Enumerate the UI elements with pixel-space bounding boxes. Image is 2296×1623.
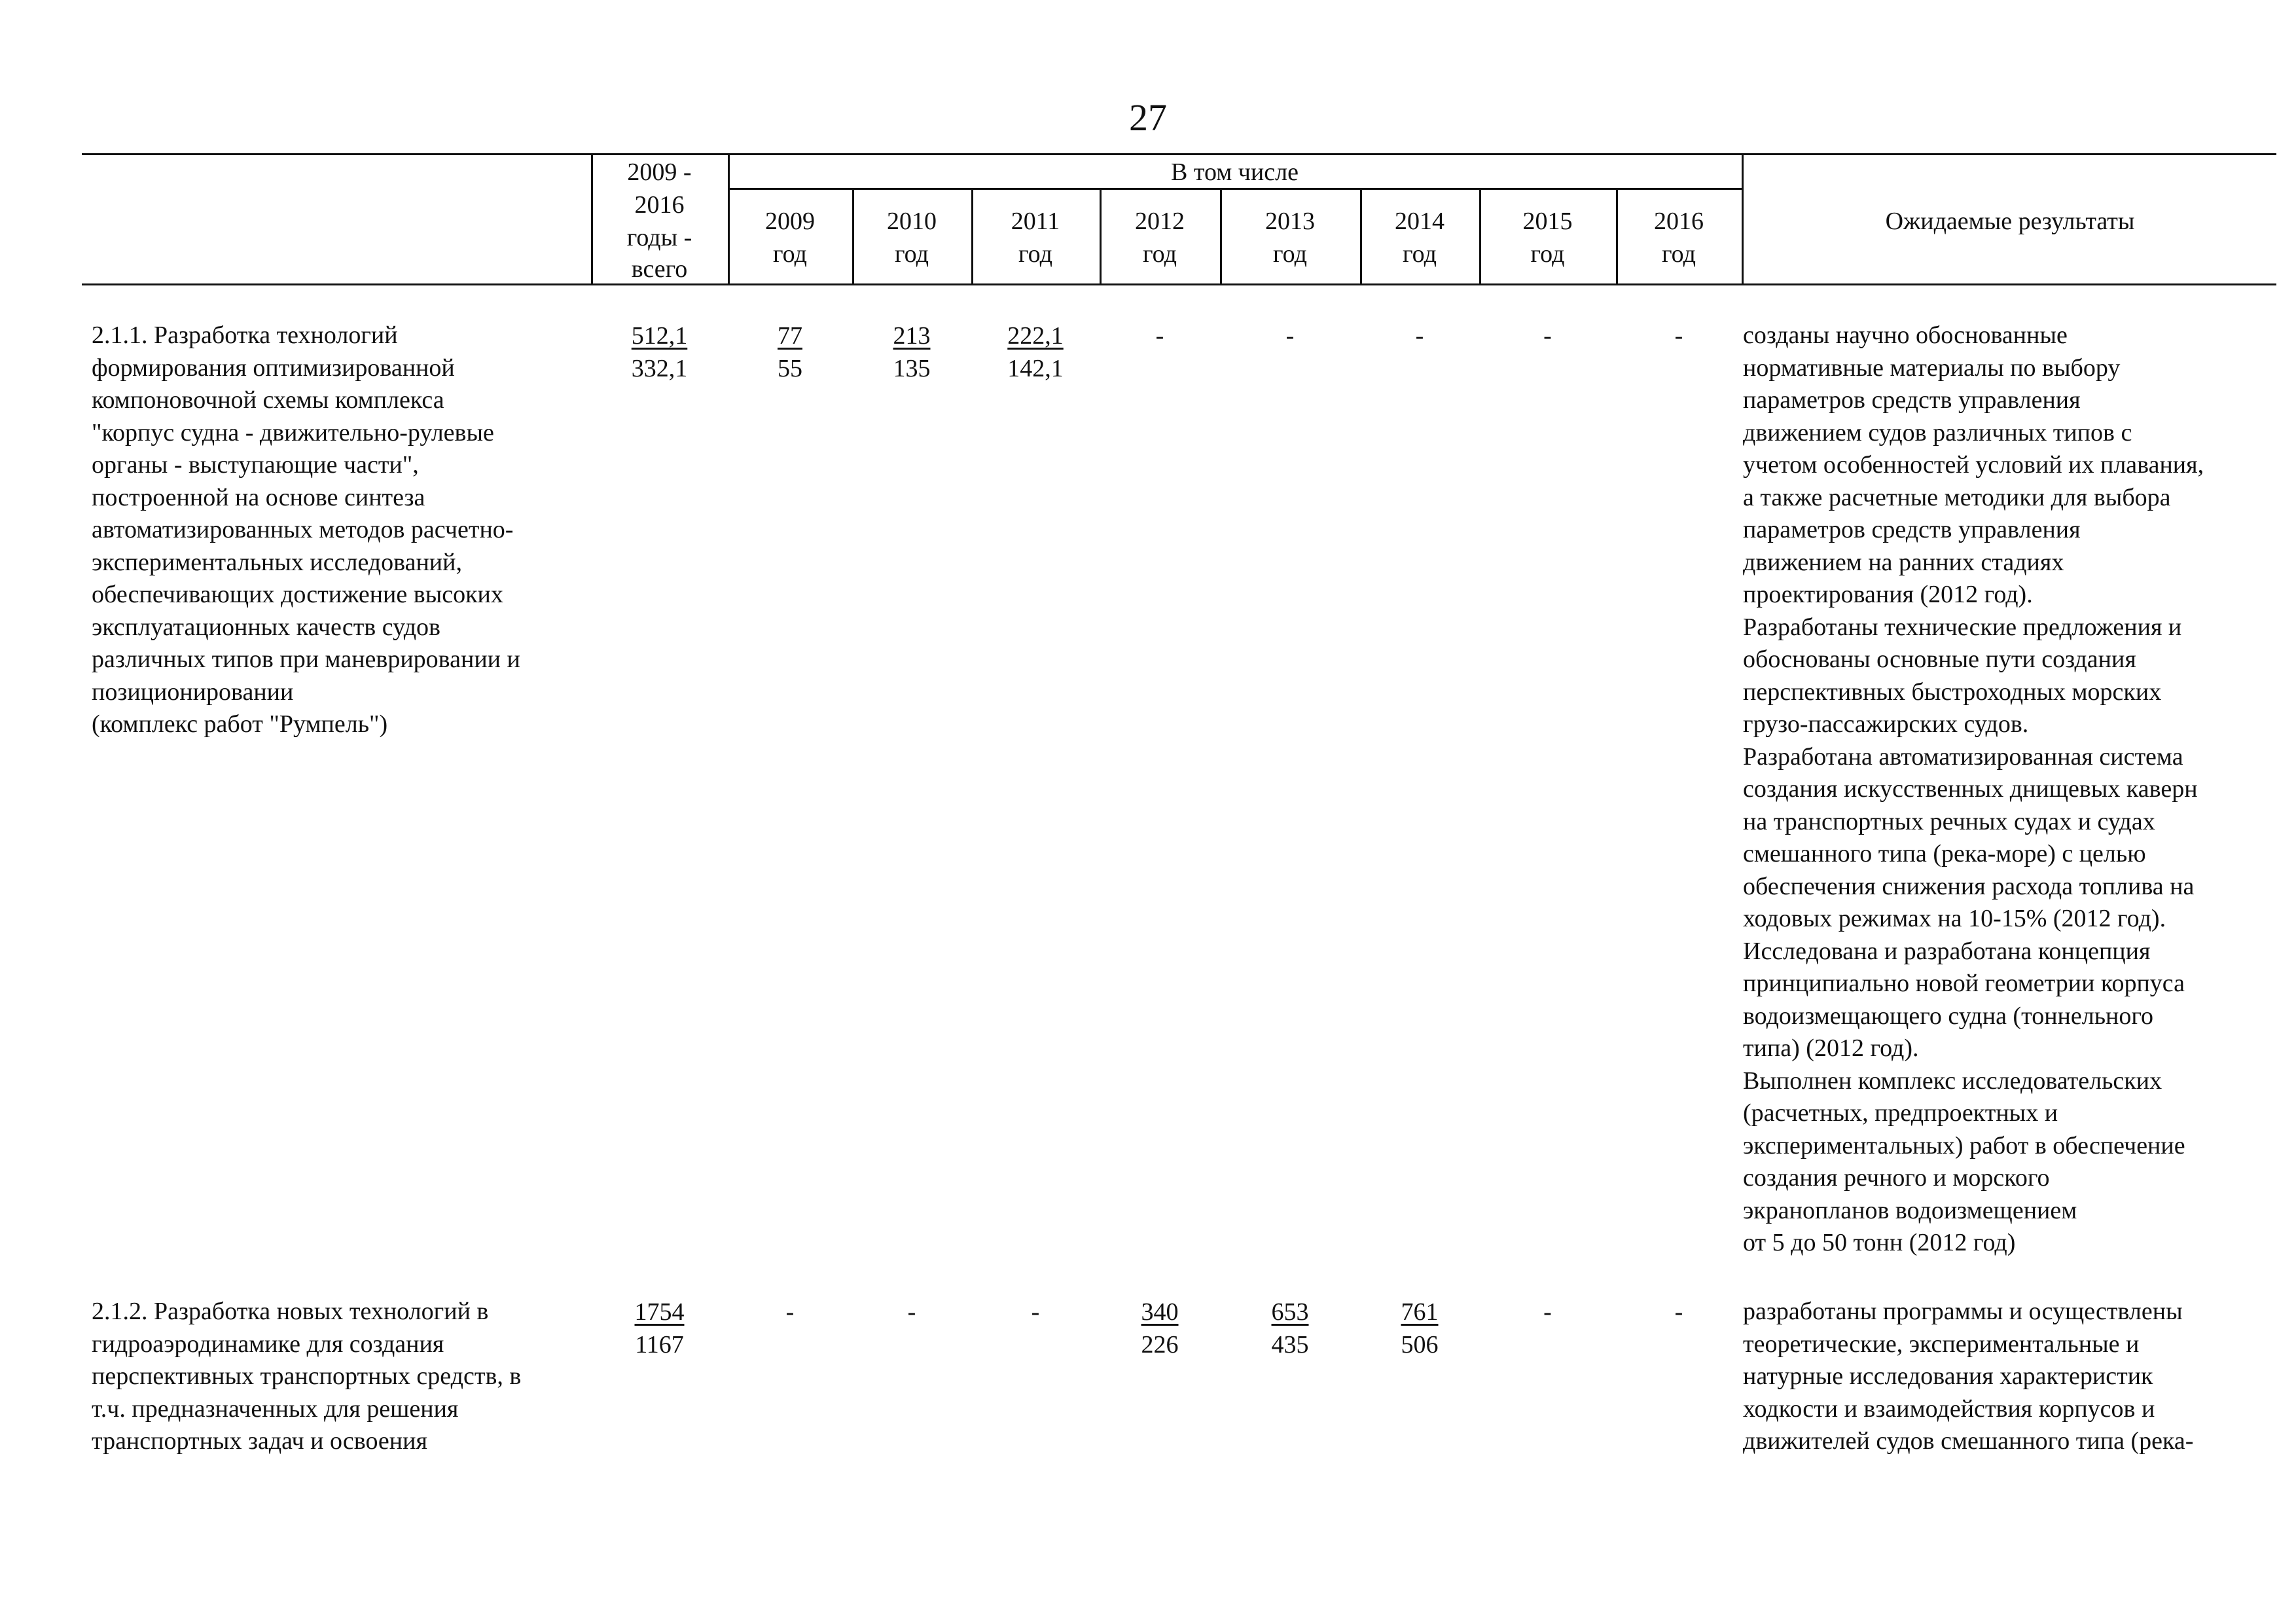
row-results (1743, 319, 2204, 1260)
header-total-line: годы - (626, 224, 692, 251)
page-number: 27 (1129, 96, 1167, 139)
results-line: параметров средств управления (1743, 516, 2081, 543)
results-line: от 5 до 50 тонн (2012 год) (1743, 1229, 2016, 1256)
results-line: водоизмещающего судна (тоннельного (1743, 1002, 2153, 1030)
value-top: 222,1 (1007, 322, 1064, 350)
results-line: смешанного типа (река-море) с целью (1743, 840, 2146, 867)
header-total-line: 2016 (634, 191, 685, 219)
results-line: нормативные материалы по выбору (1743, 354, 2121, 382)
results-line: создания речного и морского (1743, 1164, 2050, 1192)
results-line: Выполнен комплекс исследовательских (1743, 1067, 2162, 1095)
results-line: параметров средств управления (1743, 386, 2081, 414)
description-line: эксплуатационных качеств судов (92, 613, 441, 641)
results-line: Разработаны технические предложения и (1743, 613, 2182, 641)
results-line: обеспечения снижения расхода топлива на (1743, 872, 2195, 900)
value-bottom: 142,1 (1007, 355, 1064, 382)
total-value-top: 1754 (634, 1298, 685, 1326)
total-value (591, 1296, 728, 1361)
value-top: 77 (778, 322, 802, 350)
description-line: обеспечивающих достижение высоких (92, 581, 503, 608)
header-year-unit: год (1018, 240, 1052, 268)
results-line: грузо-пассажирских судов. (1743, 710, 2029, 738)
results-line: учетом особенностей условий их плавания, (1743, 451, 2204, 479)
results-line: Исследована и разработана концепция (1743, 937, 2151, 965)
results-line: разработаны программы и осуществлены (1743, 1298, 2183, 1325)
value-dash-2016: - (1674, 322, 1683, 350)
results-line: создания искусственных днищевых каверн (1743, 775, 2198, 803)
row-description (92, 319, 520, 741)
results-line: на транспортных речных судах и судах (1743, 807, 2155, 835)
total-value-bottom: 332,1 (631, 355, 688, 382)
year-value-2009 (728, 319, 852, 385)
header-year: 2013 (1265, 208, 1315, 235)
description-line: позиционировании (92, 678, 294, 706)
header-year: 2010 (887, 208, 937, 235)
value-bottom: 506 (1401, 1331, 1439, 1359)
header-year: 2011 (1011, 208, 1060, 235)
value-top: 340 (1141, 1298, 1179, 1326)
value-bottom: 226 (1141, 1331, 1179, 1359)
description-line: "корпус судна - движительно-рулевые (92, 418, 494, 447)
results-line: проектирования (2012 год). (1743, 581, 2033, 608)
value-dash-2009: - (785, 1298, 795, 1326)
results-line: (расчетных, предпроектных и (1743, 1099, 2058, 1127)
description-line: формирования оптимизированной (92, 354, 455, 382)
value-dash-2011: - (1031, 1298, 1040, 1326)
description-line: (комплекс работ "Румпель") (92, 710, 388, 738)
description-line: 2.1.1. Разработка технологий (92, 321, 398, 349)
value-top: 761 (1401, 1298, 1439, 1326)
header-results-label: Ожидаемые результаты (1885, 208, 2135, 235)
results-line: экспериментальных) работ в обеспечение (1743, 1131, 2185, 1159)
year-value-2013 (1220, 1296, 1360, 1361)
header-year-unit: год (1143, 240, 1177, 268)
description-line: гидроаэродинамике для создания (92, 1330, 444, 1358)
header-top-rule (82, 153, 2276, 155)
value-bottom: 55 (778, 355, 802, 382)
description-line: построенной на основе синтеза (92, 483, 425, 511)
total-value (591, 319, 728, 385)
description-line: 2.1.2. Разработка новых технологий в (92, 1298, 489, 1325)
value-dash-2015: - (1543, 322, 1552, 350)
header-year: 2016 (1654, 208, 1704, 235)
header-year-unit: год (1403, 240, 1437, 268)
results-line: ходкости и взаимодействия корпусов и (1743, 1395, 2155, 1423)
value-bottom: 435 (1271, 1331, 1309, 1359)
value-dash-2012: - (1155, 322, 1164, 350)
value-dash-2010: - (907, 1298, 916, 1326)
description-line: органы - выступающие части", (92, 451, 419, 479)
results-line: типа) (2012 год). (1743, 1034, 1919, 1062)
year-value-2010 (852, 319, 971, 385)
header-year-unit: год (1530, 240, 1565, 268)
value-dash-2015: - (1543, 1298, 1552, 1326)
description-line: компоновочной схемы комплекса (92, 386, 444, 414)
value-top: 653 (1271, 1298, 1309, 1326)
results-line: а также расчетные методики для выбора (1743, 483, 2171, 511)
description-line: различных типов при маневрировании и (92, 646, 520, 673)
value-bottom: 135 (893, 355, 931, 382)
results-line: перспективных быстроходных морских (1743, 678, 2162, 706)
results-line: экранопланов водоизмещением (1743, 1196, 2077, 1224)
description-line: транспортных задач и освоения (92, 1427, 427, 1455)
total-value-top: 512,1 (631, 322, 688, 350)
results-line: принципиально новой геометрии корпуса (1743, 970, 2185, 997)
header-group-label: В том числе (1171, 158, 1299, 186)
value-top: 213 (893, 322, 931, 350)
results-line: движением на ранних стадиях (1743, 548, 2064, 576)
header-year: 2009 (765, 208, 815, 235)
results-line: движением судов различных типов с (1743, 418, 2132, 447)
value-dash-2014: - (1415, 322, 1424, 350)
header-year-unit: год (773, 240, 807, 268)
header-bottom-rule (82, 283, 2276, 285)
row-description (92, 1296, 521, 1458)
header-year-unit: год (1273, 240, 1307, 268)
results-line: созданы научно обоснованные (1743, 321, 2068, 349)
description-line: перспективных транспортных средств, в (92, 1362, 522, 1390)
year-value-2014 (1360, 1296, 1479, 1361)
results-line: ходовых режимах на 10-15% (2012 год). (1743, 905, 2166, 932)
year-value-2012 (1100, 1296, 1220, 1361)
header-year: 2014 (1395, 208, 1444, 235)
results-line: Разработана автоматизированная система (1743, 742, 2183, 771)
value-dash-2013: - (1285, 322, 1295, 350)
results-line: движителей судов смешанного типа (река- (1743, 1427, 2194, 1455)
results-line: натурные исследования характеристик (1743, 1362, 2153, 1390)
total-value-bottom: 1167 (635, 1331, 684, 1359)
header-year: 2012 (1135, 208, 1185, 235)
year-value-2011 (971, 319, 1100, 385)
description-line: автоматизированных методов расчетно- (92, 516, 514, 543)
description-line: экспериментальных исследований, (92, 548, 462, 576)
value-dash-2016: - (1674, 1298, 1683, 1326)
header-year: 2015 (1522, 208, 1573, 235)
row-results (1743, 1296, 2193, 1458)
results-line: теоретические, экспериментальные и (1743, 1330, 2140, 1358)
results-line: обоснованы основные пути создания (1743, 646, 2136, 673)
header-total-line: всего (631, 255, 688, 283)
header-year-unit: год (1662, 240, 1696, 268)
header-total-line: 2009 - (627, 158, 692, 186)
header-year-unit: год (895, 240, 929, 268)
description-line: т.ч. предназначенных для решения (92, 1395, 459, 1423)
